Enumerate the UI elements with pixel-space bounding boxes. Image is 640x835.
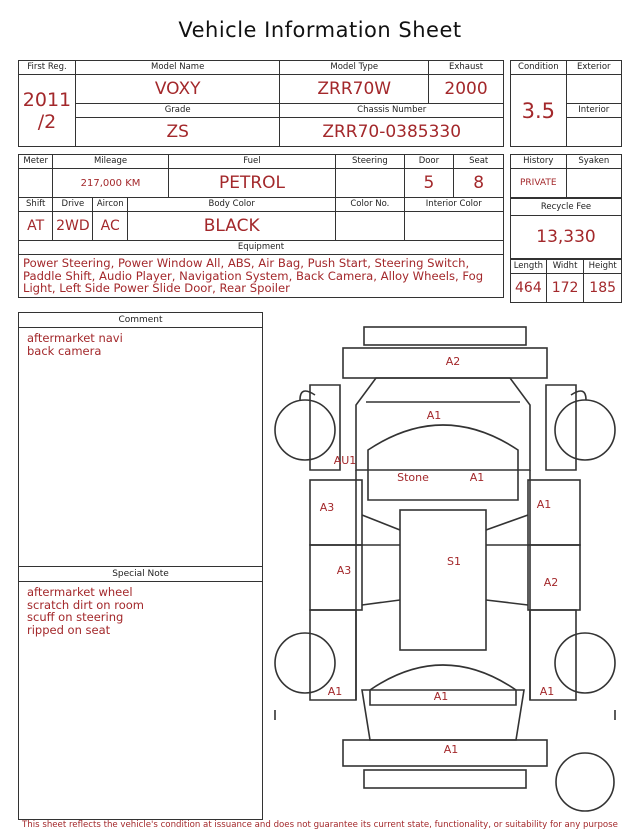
wheel-left-rear [275,633,335,693]
special-note-line: ripped on seat [27,622,111,637]
chassis-value: ZRR70-0385330 [280,118,504,147]
steering-label: Steering [336,155,404,169]
exhaust-value: 2000 [429,75,504,104]
wheel-left-front [275,400,335,460]
shift-label: Shift [19,198,53,212]
windshield-outline [368,425,518,500]
left-front-door-outline [310,480,362,545]
mark-a3-left-front: A3 [319,501,335,514]
wheel-right-front [555,400,615,460]
first-reg-label: First Reg. [19,61,76,75]
front-bumper-outline [364,327,526,345]
special-note-label: Special Note [19,567,262,582]
meter-label: Meter [19,155,53,169]
mileage-value: 217,000 KM [53,169,168,198]
door-value: 5 [404,169,454,198]
mark-stone: Stone [397,471,429,484]
hood-outline [356,378,530,470]
interior-label: Interior [566,104,621,118]
mark-s1-roof: S1 [447,555,461,568]
width-label: Widht [546,260,584,274]
exterior-label: Exterior [566,61,621,75]
height-value: 185 [584,274,622,303]
comment-label: Comment [19,313,262,328]
mark-a1-right-front: A1 [536,498,552,511]
left-rear-door-outline [310,545,362,610]
body-color-value: BLACK [128,212,336,241]
first-reg-month: /2 [37,110,57,133]
mark-a1-rear-bumper: A1 [443,743,459,756]
history-label: History [511,155,567,169]
page-title: Vehicle Information Sheet [178,18,462,42]
height-label: Height [584,260,622,274]
color-no-label: Color No. [336,198,404,212]
exhaust-label: Exhaust [429,61,504,75]
seat-value: 8 [454,169,504,198]
equipment-label: Equipment [19,241,504,255]
special-note-line: scratch dirt on room [27,597,144,612]
seat-label: Seat [454,155,504,169]
mark-a1-windshield: A1 [469,471,485,484]
condition-score: 3.5 [511,75,567,147]
mark-a1-left-rear-fender: A1 [327,685,343,698]
right-front-door-outline [528,480,580,545]
grade-label: Grade [75,104,279,118]
door-label: Door [404,155,454,169]
length-label: Length [511,260,547,274]
aircon-label: Aircon [93,198,128,212]
mark-a3-left-rear: A3 [336,564,352,577]
mark-a1-tailgate: A1 [433,690,449,703]
special-note-line: aftermarket wheel [27,585,133,599]
model-name-value: VOXY [75,75,279,104]
mark-a2-right-rear: A2 [543,576,559,589]
first-reg-year: 2011 [22,88,72,111]
spare-wheel [556,753,614,811]
drive-label: Drive [53,198,93,212]
rear-step-outline [364,770,526,788]
fuel-label: Fuel [168,155,336,169]
drive-value: 2WD [53,212,93,241]
grade-value: ZS [75,118,279,147]
roof-outline [400,510,486,650]
model-type-value: ZRR70W [280,75,429,104]
model-name-label: Model Name [75,61,279,75]
recycle-label: Recycle Fee [511,199,622,216]
shift-value: AT [19,212,53,241]
history-value: PRIVATE [511,169,567,198]
mark-a1-hood: A1 [426,409,442,422]
condition-label: Condition [511,61,567,75]
mark-a1-right-rear-fender: A1 [539,685,555,698]
aircon-value: AC [93,212,128,241]
fuel-value: PETROL [168,169,336,198]
special-note-line: scuff on steering [27,610,124,624]
interior-color-label: Interior Color [404,198,503,212]
mark-au1: AU1 [333,454,357,467]
equipment-value: Power Steering, Power Window All, ABS, Air Bag, Push Start, Steering Switch, Paddle Shift, Audio Player, Navigation System, Back Camera, Alloy Wheels, Fog Light, Left Side Power Slide Door, Rear Spoiler [19,255,504,298]
width-value: 172 [546,274,584,303]
comment-line: back camera [27,343,102,358]
disclaimer-footer: This sheet reflects the vehicle's condition at issuance and does not guarantee its current state, functionality, or suitability for any purpose [22,820,618,830]
wheel-right-rear [555,633,615,693]
mark-a2-top: A2 [445,355,461,368]
body-color-label: Body Color [128,198,336,212]
recycle-value: 13,330 [511,216,622,259]
model-type-label: Model Type [280,61,429,75]
chassis-label: Chassis Number [280,104,504,118]
syaken-label: Syaken [566,155,621,169]
length-value: 464 [511,274,547,303]
comment-line: aftermarket navi [27,331,123,345]
mileage-label: Mileage [53,155,168,169]
